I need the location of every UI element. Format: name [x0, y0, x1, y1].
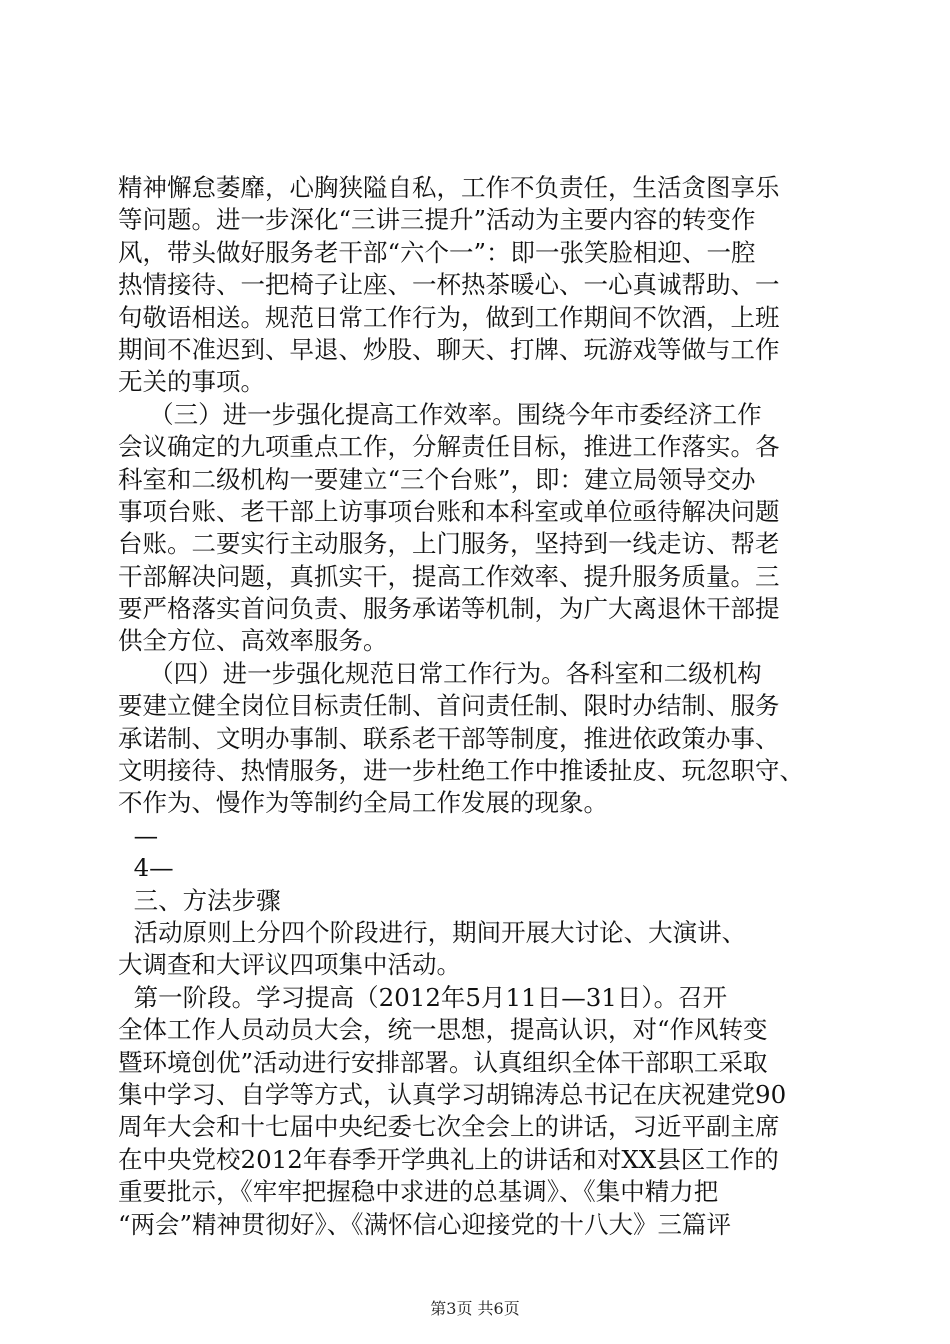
text-line: 热情接待、一把椅子让座、一杯热茶暖心、一心真诚帮助、一	[118, 270, 780, 300]
text-line: —	[118, 820, 159, 850]
text-line: （四）进一步强化规范日常工作行为。各科室和二级机构	[118, 658, 762, 688]
text-line: “两会”精神贯彻好》、《满怀信心迎接党的十八大》三篇评	[118, 1209, 732, 1239]
text-line: 周年大会和十七届中央纪委七次全会上的讲话，习近平副主席	[118, 1112, 780, 1142]
text-line: （三）进一步强化提高工作效率。围绕今年市委经济工作	[118, 399, 762, 429]
text-line: 在中央党校2012年春季开学典礼上的讲话和对XX县区工作的	[118, 1144, 779, 1174]
text-line: 期间不准迟到、早退、炒股、聊天、打牌、玩游戏等做与工作	[118, 334, 780, 364]
text-line: 集中学习、自学等方式，认真学习胡锦涛总书记在庆祝建党90	[118, 1079, 787, 1109]
text-line: 干部解决问题，真抓实干，提高工作效率、提升服务质量。三	[118, 561, 780, 591]
text-line: 等问题。进一步深化“三讲三提升”活动为主要内容的转变作	[118, 205, 756, 235]
text-line: 风，带头做好服务老干部“六个一”：即一张笑脸相迎、一腔	[118, 237, 756, 267]
text-line: 要建立健全岗位目标责任制、首问责任制、限时办结制、服务	[118, 691, 780, 721]
text-line: 要严格落实首问负责、服务承诺等机制，为广大离退休干部提	[118, 594, 780, 624]
text-line: 事项台账、老干部上访事项台账和本科室或单位亟待解决问题	[118, 496, 780, 526]
text-line: 大调查和大评议四项集中活动。	[118, 950, 461, 980]
text-line: 科室和二级机构一要建立“三个台账”，即：建立局领导交办	[118, 464, 756, 494]
text-line: 供全方位、高效率服务。	[118, 626, 388, 656]
text-line: 全体工作人员动员大会，统一思想，提高认识，对“作风转变	[118, 1015, 768, 1045]
section-heading: 三、方法步骤	[118, 885, 281, 915]
document-body	[118, 172, 838, 1241]
text-line: 精神懈怠萎靡，心胸狭隘自私，工作不负责任，生活贪图享乐	[118, 173, 780, 202]
text-line: 4—	[118, 853, 174, 883]
text-line: 无关的事项。	[118, 367, 265, 397]
text-line: 会议确定的九项重点工作，分解责任目标，推进工作落实。各	[118, 432, 780, 462]
text-line: 句敬语相送。规范日常工作行为，做到工作期间不饮酒，上班	[118, 302, 780, 332]
text-line: 文明接待、热情服务，进一步杜绝工作中推诿扯皮、玩忽职守、	[118, 756, 804, 786]
text-line: 暨环境创优”活动进行安排部署。认真组织全体干部职工采取	[118, 1047, 768, 1077]
page-number-footer: 第3页 共6页	[430, 1299, 520, 1318]
text-line: 重要批示，《牢牢把握稳中求进的总基调》、《集中精力把	[118, 1177, 719, 1207]
text-line: 承诺制、文明办事制、联系老干部等制度，推进依政策办事、	[118, 723, 780, 753]
text-line: 不作为、慢作为等制约全局工作发展的现象。	[118, 788, 608, 818]
text-line: 活动原则上分四个阶段进行，期间开展大讨论、大演讲、	[118, 917, 747, 947]
text-line: 台账。二要实行主动服务，上门服务，坚持到一线走访、帮老	[118, 529, 780, 559]
text-line: 第一阶段。学习提高（2012年5月11日—31日）。召开	[118, 982, 728, 1012]
